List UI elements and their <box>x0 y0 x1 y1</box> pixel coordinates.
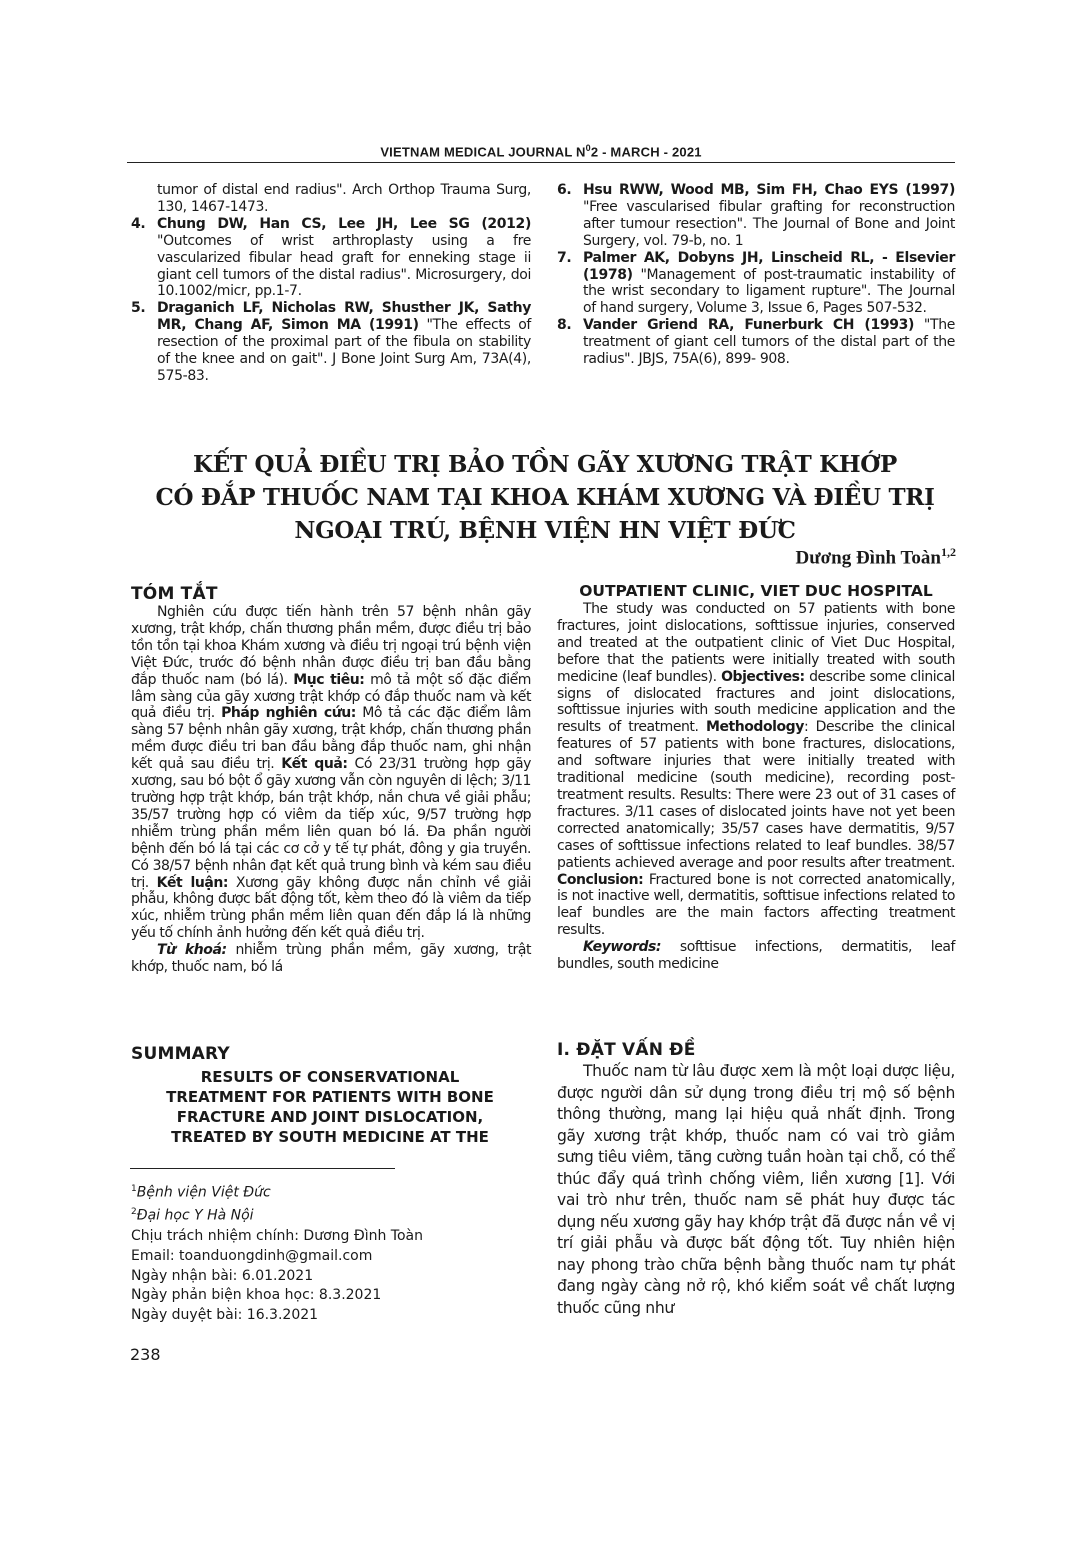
reference-item <box>557 250 955 318</box>
title-line: CÓ ĐẮP THUỐC NAM TẠI KHOA KHÁM XƯƠNG VÀ ĐIỀU TRỊ <box>155 484 935 511</box>
objectives-label: Objectives: <box>721 668 805 685</box>
summary-title <box>130 1067 530 1147</box>
reference-item <box>131 300 531 385</box>
author-line <box>796 545 957 569</box>
author-affiliation: 1,2 <box>941 545 956 559</box>
result-label: Kết quả: <box>281 756 348 773</box>
footnotes <box>131 1180 423 1326</box>
summary-title-line: TREATED BY SOUTH MEDICINE AT THE <box>171 1128 489 1146</box>
result-text: Có 23/31 trường hợp gãy xương, sau bó bột ổ gãy xương vẫn còn nguyên di lệch; 3/11 trường hợp trật khớp, bán trật khớp, nắn chưa về giải phẫu; 35/57 trường hợp có viêm da tiếp xúc, 9/57 trường hợp nhiễm trùng phần mềm liên quan bó lá. Đa phần người bệnh đến bó lá tại các cơ cở y tế tự phát, đông y gia truyền. Có 38/57 bệnh nhân đạt kết quả trung bình và kém sau điều trị. <box>131 756 531 891</box>
objective-text: mô tả một số đặc điểm lâm sàng của gãy xương trật khớp có đắp thuốc nam và kết quả điều trị. <box>131 671 531 722</box>
reference-item <box>557 317 955 368</box>
tom-tat-keywords <box>131 942 531 976</box>
footnote-email: Email: toanduongdinh@gmail.com <box>131 1247 373 1264</box>
methodology-text: : Describe the clinical features of 57 patients with bone fractures, dislocations, and software injuries that were initially treated with traditional medicine (south medicine), recording post-treatment results. Results: There were 23 out of 31 cases of fractures. 3/11 cases of dislocated joints have not yet been corrected anatomically; 35/57 cases have dermatitis, 9/57 cases of softtissue infections related to leaf bundles. 38/57 patients achieved average and poor results after treatment. <box>557 719 955 871</box>
reference-authors: Chung DW, Han CS, Lee JH, Lee SG (2012) <box>157 215 531 232</box>
article-title <box>150 448 940 547</box>
references-right <box>557 182 955 368</box>
keywords-label: Từ khoá: <box>157 942 227 959</box>
reference-authors: Draganich LF, Nicholas RW, Shusther JK, Sathy MR, Chang AF, Simon MA (1991) <box>157 300 531 334</box>
keywords-label-en: Keywords: <box>583 939 662 956</box>
summary-title-line: FRACTURE AND JOINT DISLOCATION, <box>176 1108 484 1126</box>
reference-text: "Outcomes of wrist arthroplasty using a fre vascularized fibular head graft for enneking stage ii giant cell tumors of the distal radius". Microsurgery, doi 10.1002/micr, pp.1-7. <box>157 232 531 300</box>
reference-number: 7. <box>557 249 572 266</box>
reference-authors: Hsu RWW, Wood MB, Sim FH, Chao EYS (1997) <box>583 182 955 198</box>
issue-info: 2 - MARCH - 2021 <box>590 144 702 160</box>
journal-header <box>127 143 955 159</box>
summary-paragraph <box>557 601 955 939</box>
footnote-affiliation-1: $^1$Bệnh viện Việt Đức <box>131 1184 271 1201</box>
footnote-reviewed: Ngày phản biện khoa học: 8.3.2021 <box>131 1287 382 1304</box>
summary-keywords <box>557 939 955 973</box>
reference-item <box>131 216 531 301</box>
issue-superscript: 0 <box>585 143 591 153</box>
section-heading: I. ĐẶT VẤN ĐỀ <box>557 1040 696 1060</box>
footnote-affiliation-2: $^2$Đại học Y Hà Nội <box>131 1207 254 1225</box>
conclusion-text: Xương gãy không được nắn chỉnh về giải phẫu, không được bất động tốt, kèm theo đó là viêm da tiếp xúc, nhiễm trùng phần mềm liên quan đến đắp lá là những yếu tố chính ảnh hưởng đến kết quả điều trị. <box>131 874 531 942</box>
reference-text: "Free vascularised fibular grafting for reconstruction after tumour resection". The Journal of Bone and Joint Surgery, vol. 79-b, no. 1 <box>583 198 955 249</box>
conclusion-text-en: Fractured bone is not corrected anatomically, is not inactive well, dermatitis, softtisue infections related to leaf bundles are the main factors affecting treatment results. <box>557 871 955 939</box>
footnote-rule <box>130 1168 395 1169</box>
references-left <box>131 182 531 385</box>
tom-tat-body <box>131 604 531 976</box>
title-line: NGOẠI TRÚ, BỆNH VIỆN HN VIỆT ĐỨC <box>294 517 796 544</box>
summary-title-line: RESULTS OF CONSERVATIONAL <box>200 1068 460 1086</box>
reference-text: tumor of distal end radius". Arch Orthop Trauma Surg, 130, 1467-1473. <box>157 182 531 215</box>
reference-item <box>557 182 955 250</box>
title-line: KẾT QUẢ ĐIỀU TRỊ BẢO TỒN GÃY XƯƠNG TRẬT KHỚP <box>193 451 897 478</box>
objectives-text: describe some clinical signs of dislocated fractures and joint dislocations, softtissue injuries with south medicine application and the results of treatment. <box>557 668 955 736</box>
footnote-responsible: Chịu trách nhiệm chính: Dương Đình Toàn <box>131 1227 423 1244</box>
objective-label: Mục tiêu: <box>293 671 365 688</box>
reference-text: "The treatment of giant cell tumors of the distal part of the radius". JBJS, 75A(6), 899- 908. <box>583 317 955 368</box>
reference-item <box>131 182 531 216</box>
conclusion-label-en: Conclusion: <box>557 871 644 888</box>
reference-number: 5. <box>131 300 146 317</box>
tom-tat-heading: TÓM TẮT <box>131 584 218 604</box>
reference-number: 8. <box>557 317 572 334</box>
methodology-label: Methodology <box>705 719 804 736</box>
journal-name: VIETNAM MEDICAL JOURNAL N <box>380 144 586 160</box>
keywords-text: nhiễm trùng phần mềm, gãy xương, trật khớp, thuốc nam, bó lá <box>131 942 531 976</box>
header-rule <box>127 162 955 163</box>
keywords-text-en: softtisue infections, dermatitis, leaf bundles, south medicine <box>557 939 955 973</box>
reference-authors: Vander Griend RA, Funerburk CH (1993) <box>583 317 915 334</box>
reference-authors: Palmer AK, Dobyns JH, Linscheid RL, - Elsevier (1978) <box>583 249 955 283</box>
tom-tat-intro: Nghiên cứu được tiến hành trên 57 bệnh nhân gãy xương, trật khớp, chấn thương phần mềm, được điều trị bảo tồn tồn tại khoa Khám xương và điều trị ngoại trú bệnh viện Việt Đức, trước đó bệnh nhân được điều trị ban đầu bằng đắp thuốc nam (bó lá). <box>131 604 531 688</box>
tom-tat-paragraph <box>131 604 531 942</box>
reference-number: 4. <box>131 215 146 232</box>
summary-intro: The study was conducted on 57 patients with bone fractures, joint dislocations, softtissue injuries, conserved and treated at the outpatient clinic of Viet Duc Hospital, before that the patients were initially treated with south medicine (leaf bundles). <box>557 601 955 685</box>
method-text: Mô tả các đặc điểm lâm sàng 57 bệnh nhân gãy xương, trật khớp, chấn thương phần mềm được điều tri ban đầu bằng đắp thuốc nam, ghi nhận kết quả sau điều trị. <box>131 705 531 773</box>
summary-title-line: TREATMENT FOR PATIENTS WITH BONE <box>166 1088 494 1106</box>
reference-number: 6. <box>557 182 572 198</box>
footnote-received: Ngày nhận bài: 6.01.2021 <box>131 1267 314 1284</box>
reference-text: "Management of post-traumatic instability of the wrist secondary to ligament rupture". The Journal of hand surgery, Volume 3, Issue 6, Pages 507-532. <box>583 266 955 317</box>
section-body <box>557 1061 955 1319</box>
footnote-accepted: Ngày duyệt bài: 16.3.2021 <box>131 1307 319 1324</box>
method-label: Pháp nghiên cứu: <box>221 705 356 722</box>
section-paragraph: Thuốc nam từ lâu được xem là một loại dược liệu, được người dân sử dụng trong điều trị mộ số bệnh thông thường, mang lại hiệu quả nhất định. Trong gãy xương trật khớp, thuốc nam có vai trò giảm sưng tiêu viêm, tăng cường tuần hoàn tại chỗ, có thể thúc đẩy quá trình chống viêm, liền xương [1]. Với vai trò như trên, thuốc nam sẽ phát huy được tác dụng nếu xương gãy hay khớp trật đã được nắn về vị trí giải phẫu và được bất động tốt. Tuy nhiên hiện nay phong trào chữa bệnh bằng thuốc nam tự phát đang ngày càng nở rộ, khó kiểm soát về chất lượng thuốc cũng như <box>557 1062 955 1317</box>
conclusion-label: Kết luận: <box>156 874 229 891</box>
summary-title-continued: OUTPATIENT CLINIC, VIET DUC HOSPITAL <box>579 582 933 600</box>
summary-heading: SUMMARY <box>131 1044 230 1064</box>
author-name: Dương Đình Toàn <box>795 547 941 569</box>
page-number: 238 <box>130 1345 161 1364</box>
summary-body <box>557 601 955 973</box>
reference-text: "The effects of resection of the proximal part of the fibula on stability of the knee and on gait". J Bone Joint Surg Am, 73A(4), 575-83. <box>157 317 532 384</box>
